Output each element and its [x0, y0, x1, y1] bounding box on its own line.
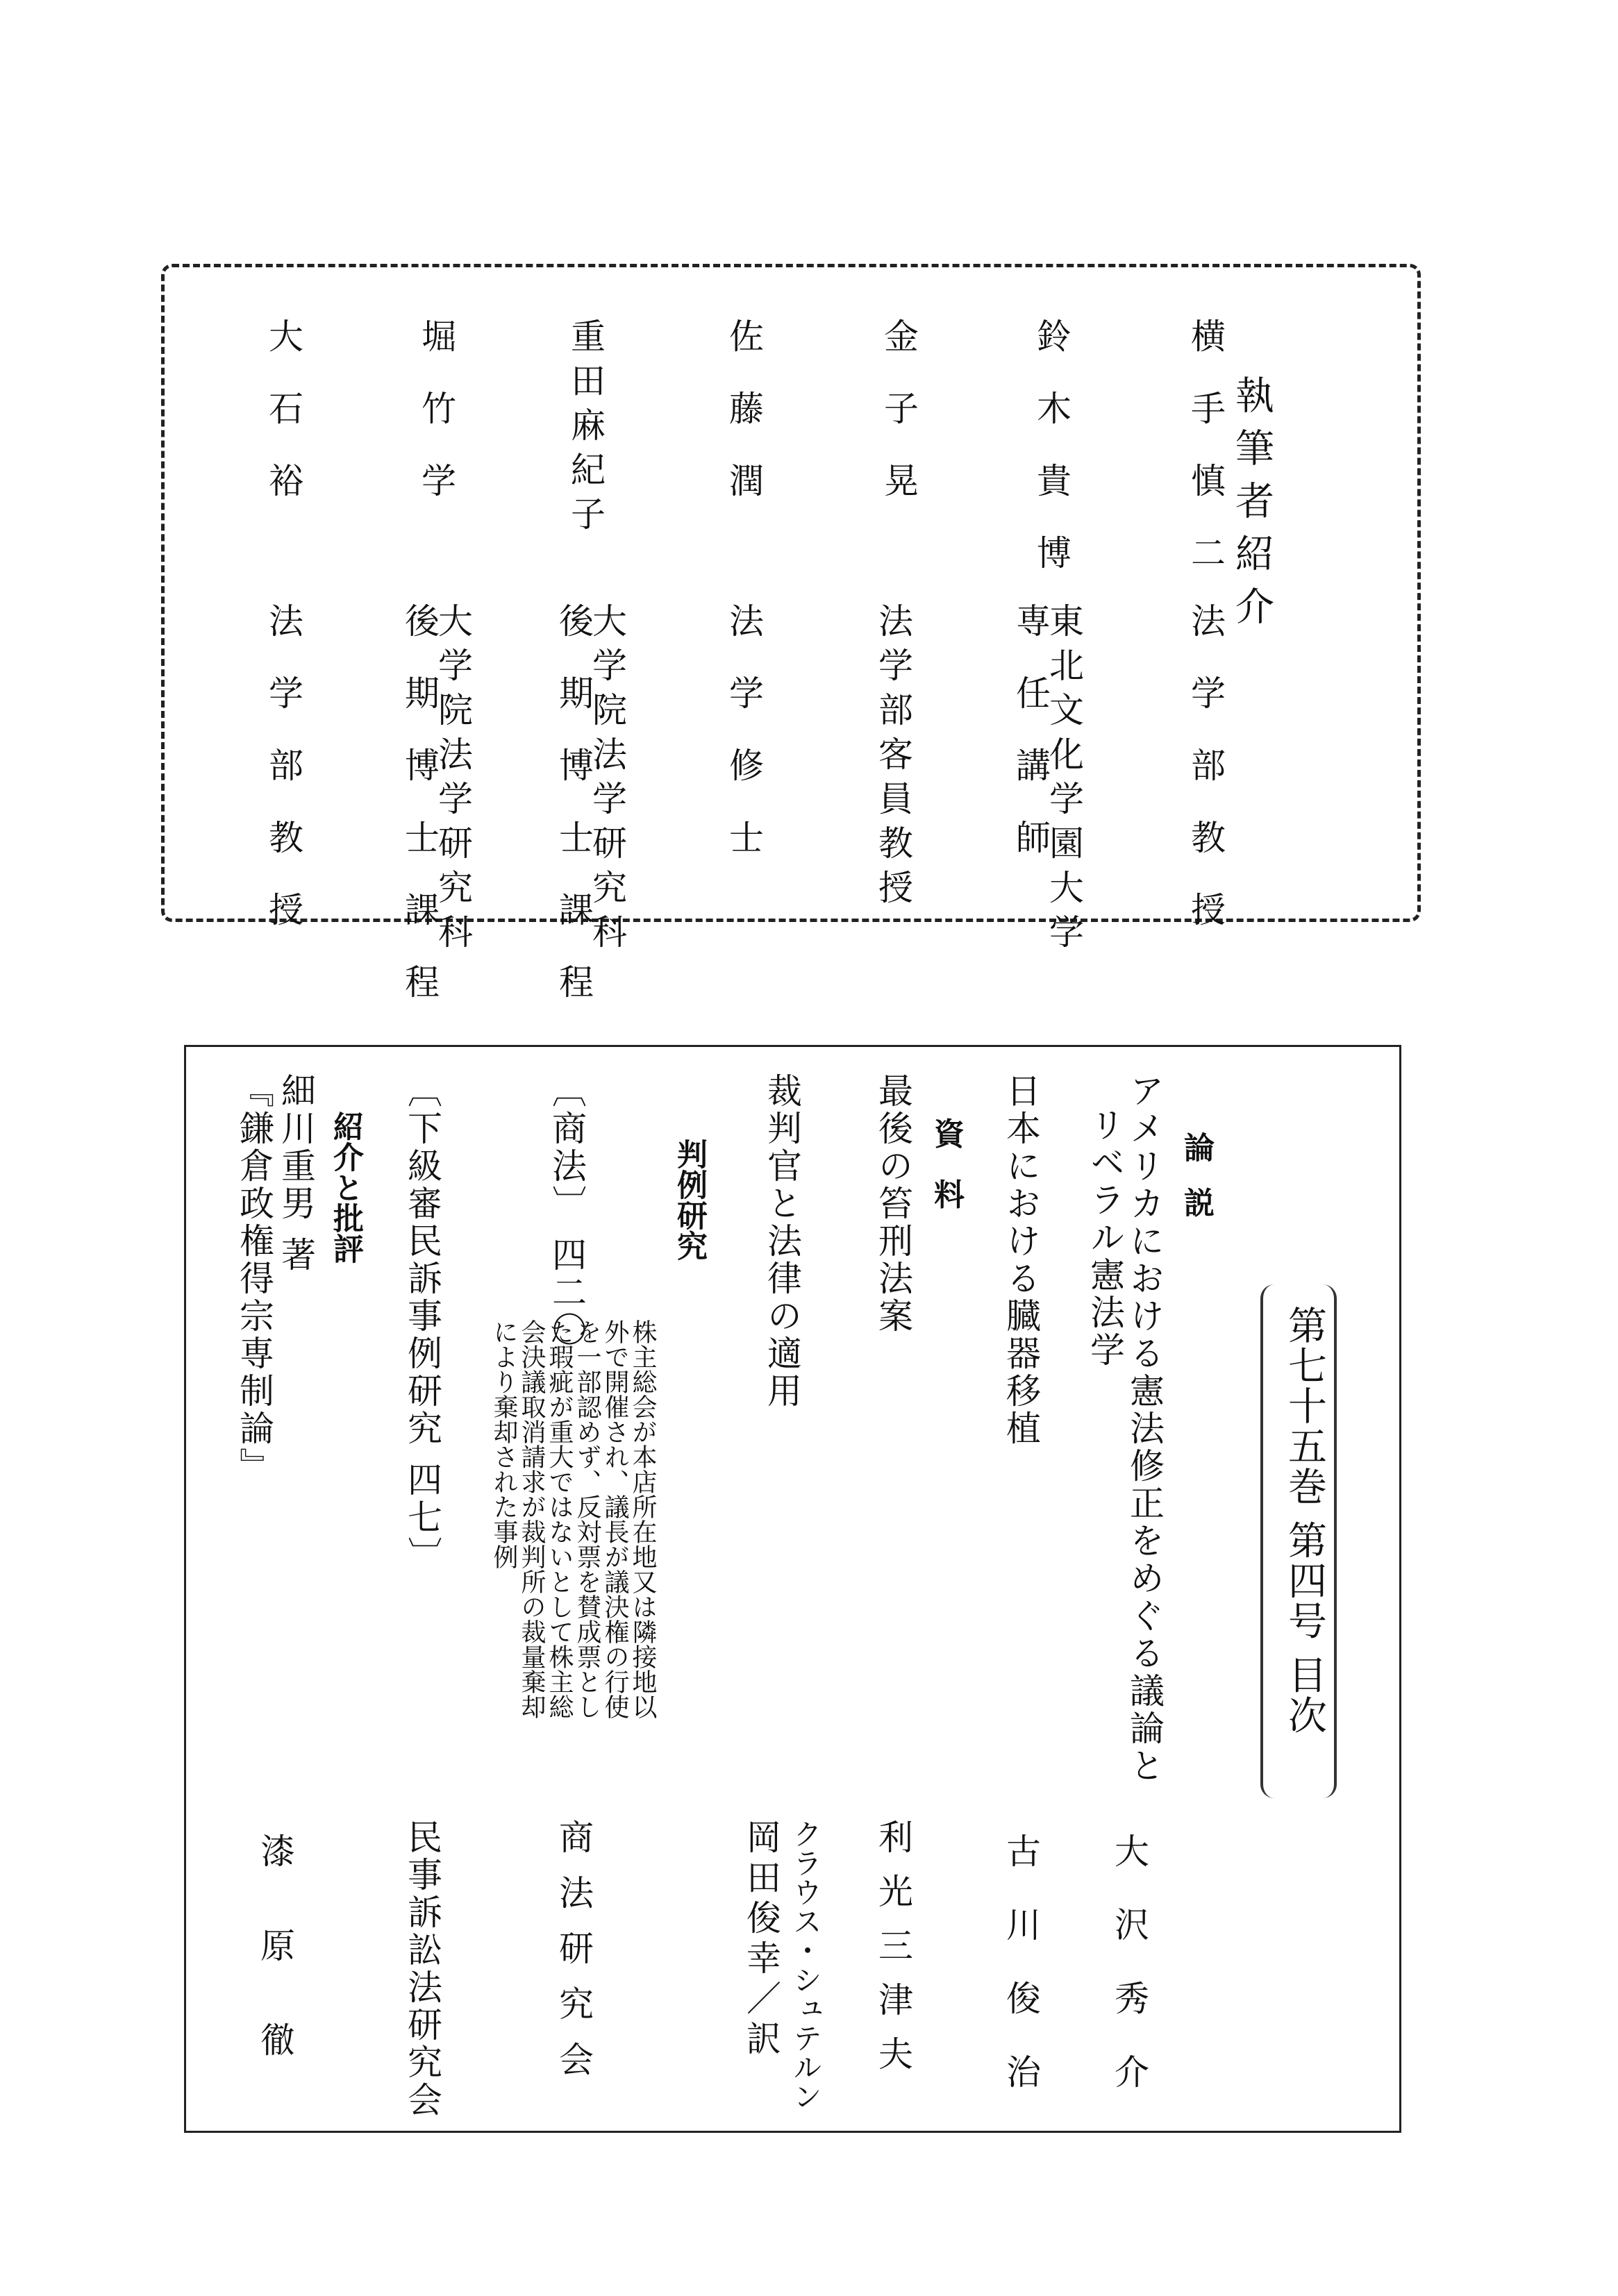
article-title: 日本における臓器移植 — [1001, 1073, 1041, 1448]
author-name: 佐藤潤 — [724, 318, 764, 535]
case-note-line: た瑕疵が重大ではないとして株主総 — [545, 1319, 574, 1719]
article-author: 民事訴訟法研究会 — [402, 1819, 442, 2119]
author-title-line2: 専任講師 — [1010, 603, 1051, 891]
author-name: 堀竹学 — [416, 318, 456, 535]
case-note-line: 外で開催され、議長が議決権の行使 — [601, 1319, 629, 1719]
author-name: 鈴木貴博 — [1031, 318, 1071, 607]
author-title: 大学院法学研究科 — [433, 603, 473, 958]
article-title: 細川重男 著 — [276, 1073, 316, 1274]
article-author: 利光三津夫 — [873, 1819, 913, 2090]
section-heading: 判例研究 — [672, 1139, 707, 1261]
section-heading: 論 説 — [1178, 1132, 1214, 1225]
article-title: 裁判官と法律の適用 — [762, 1073, 802, 1410]
author-title: 法学部教授 — [1185, 603, 1226, 964]
author-name: 金子晃 — [878, 318, 919, 535]
authors-title: 執筆者紹介 — [1229, 375, 1274, 639]
author-title-line2: 後期博士課程 — [553, 603, 594, 1036]
article-title-line2: リベラル憲法学 — [1085, 1107, 1125, 1369]
author-title: 法学部教授 — [263, 603, 303, 964]
article-title: 〔下級審民訴事例研究 四七〕 — [402, 1073, 442, 1574]
article-title: アメリカにおける憲法修正をめぐる議論と — [1124, 1073, 1165, 1785]
author-title: 法学部客員教授 — [873, 603, 913, 914]
author-title: 東北文化学園大学 — [1044, 603, 1084, 958]
article-title: 最後の笞刑法案 — [873, 1073, 913, 1335]
article-author: 漆原徹 — [255, 1833, 295, 2116]
case-note-line: により棄却された事例 — [490, 1319, 518, 1569]
author-name: 横手慎二 — [1185, 318, 1226, 607]
case-note-line: を一部認めず、反対票を賛成票とし — [573, 1319, 601, 1719]
author-title: 法学修士 — [724, 603, 764, 891]
article-title-line2: 『鎌倉政権得宗専制論』 — [234, 1073, 274, 1485]
author-title-line2: 後期博士課程 — [399, 603, 440, 1036]
author-name: 大石裕 — [263, 318, 303, 535]
article-author: クラウス・シュテルン — [789, 1819, 823, 2111]
case-note-line: 株主総会が本店所在地又は隣接地以 — [628, 1319, 657, 1719]
case-note-line: 会決議取消請求が裁判所の裁量棄却 — [517, 1319, 546, 1719]
article-author: 古川俊治 — [1001, 1833, 1041, 2127]
author-name: 重田麻紀子 — [565, 318, 606, 540]
section-heading: 資 料 — [928, 1118, 964, 1219]
article-author: 商法研究会 — [553, 1819, 594, 2097]
author-title: 大学院法学研究科 — [587, 603, 627, 958]
article-title: 〔商法〕 四二〇 — [547, 1073, 587, 1349]
toc-title: 第七十五巻 第四号 目次 — [1282, 1305, 1327, 1736]
article-author: 大沢秀介 — [1109, 1833, 1149, 2127]
article-author-line2: 岡田俊幸／訳 — [741, 1819, 781, 2061]
section-heading: 紹介と批評 — [328, 1111, 363, 1264]
